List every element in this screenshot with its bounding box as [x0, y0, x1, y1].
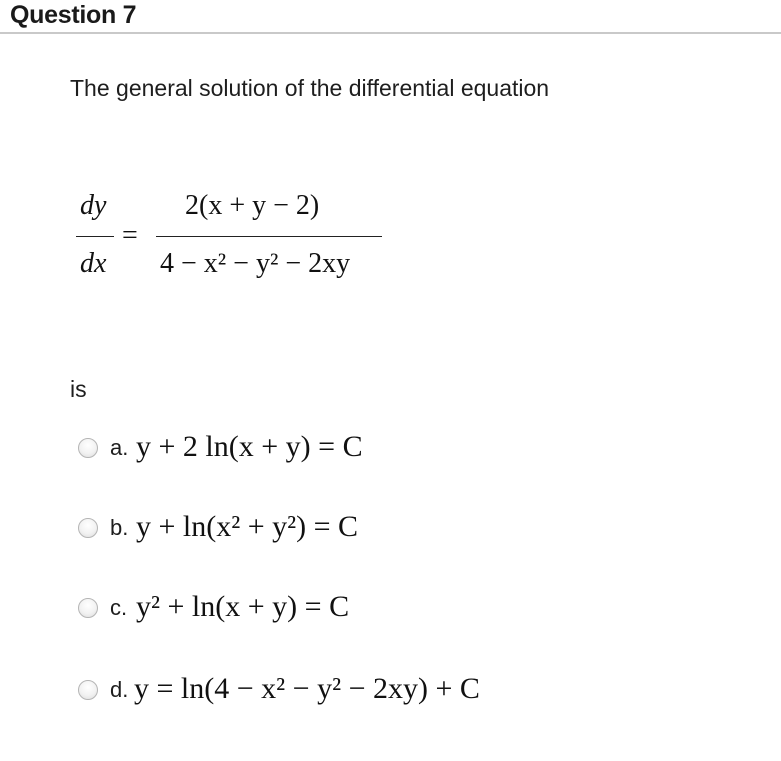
is-label: is: [70, 376, 87, 402]
option-letter: a.: [110, 435, 129, 460]
option-expression: y + 2 ln(x + y) = C: [136, 430, 363, 463]
question-header: [0, 0, 781, 34]
rhs-numerator: 2(x + y − 2): [185, 190, 320, 221]
option-expression: y = ln(4 − x² − y² − 2xy) + C: [134, 672, 480, 705]
option-letter: c.: [110, 595, 128, 620]
option-expression: y + ln(x² + y²) = C: [136, 510, 359, 543]
rhs-denominator: 4 − x² − y² − 2xy: [160, 248, 351, 279]
lhs-numerator: dy: [80, 190, 107, 221]
equals-sign: =: [122, 220, 138, 251]
option-expression: y² + ln(x + y) = C: [136, 590, 350, 623]
radio-button-a[interactable]: [78, 438, 98, 458]
radio-button-c[interactable]: [78, 598, 98, 618]
fraction-bar: [156, 236, 382, 237]
question-prompt: The general solution of the differential equation: [70, 75, 550, 101]
lhs-denominator: dx: [80, 248, 107, 279]
fraction-bar: [76, 236, 114, 237]
radio-button-d[interactable]: [78, 680, 98, 700]
question-title: Question 7: [10, 1, 137, 29]
option-letter: d.: [110, 677, 129, 702]
radio-button-b[interactable]: [78, 518, 98, 538]
option-letter: b.: [110, 515, 129, 540]
